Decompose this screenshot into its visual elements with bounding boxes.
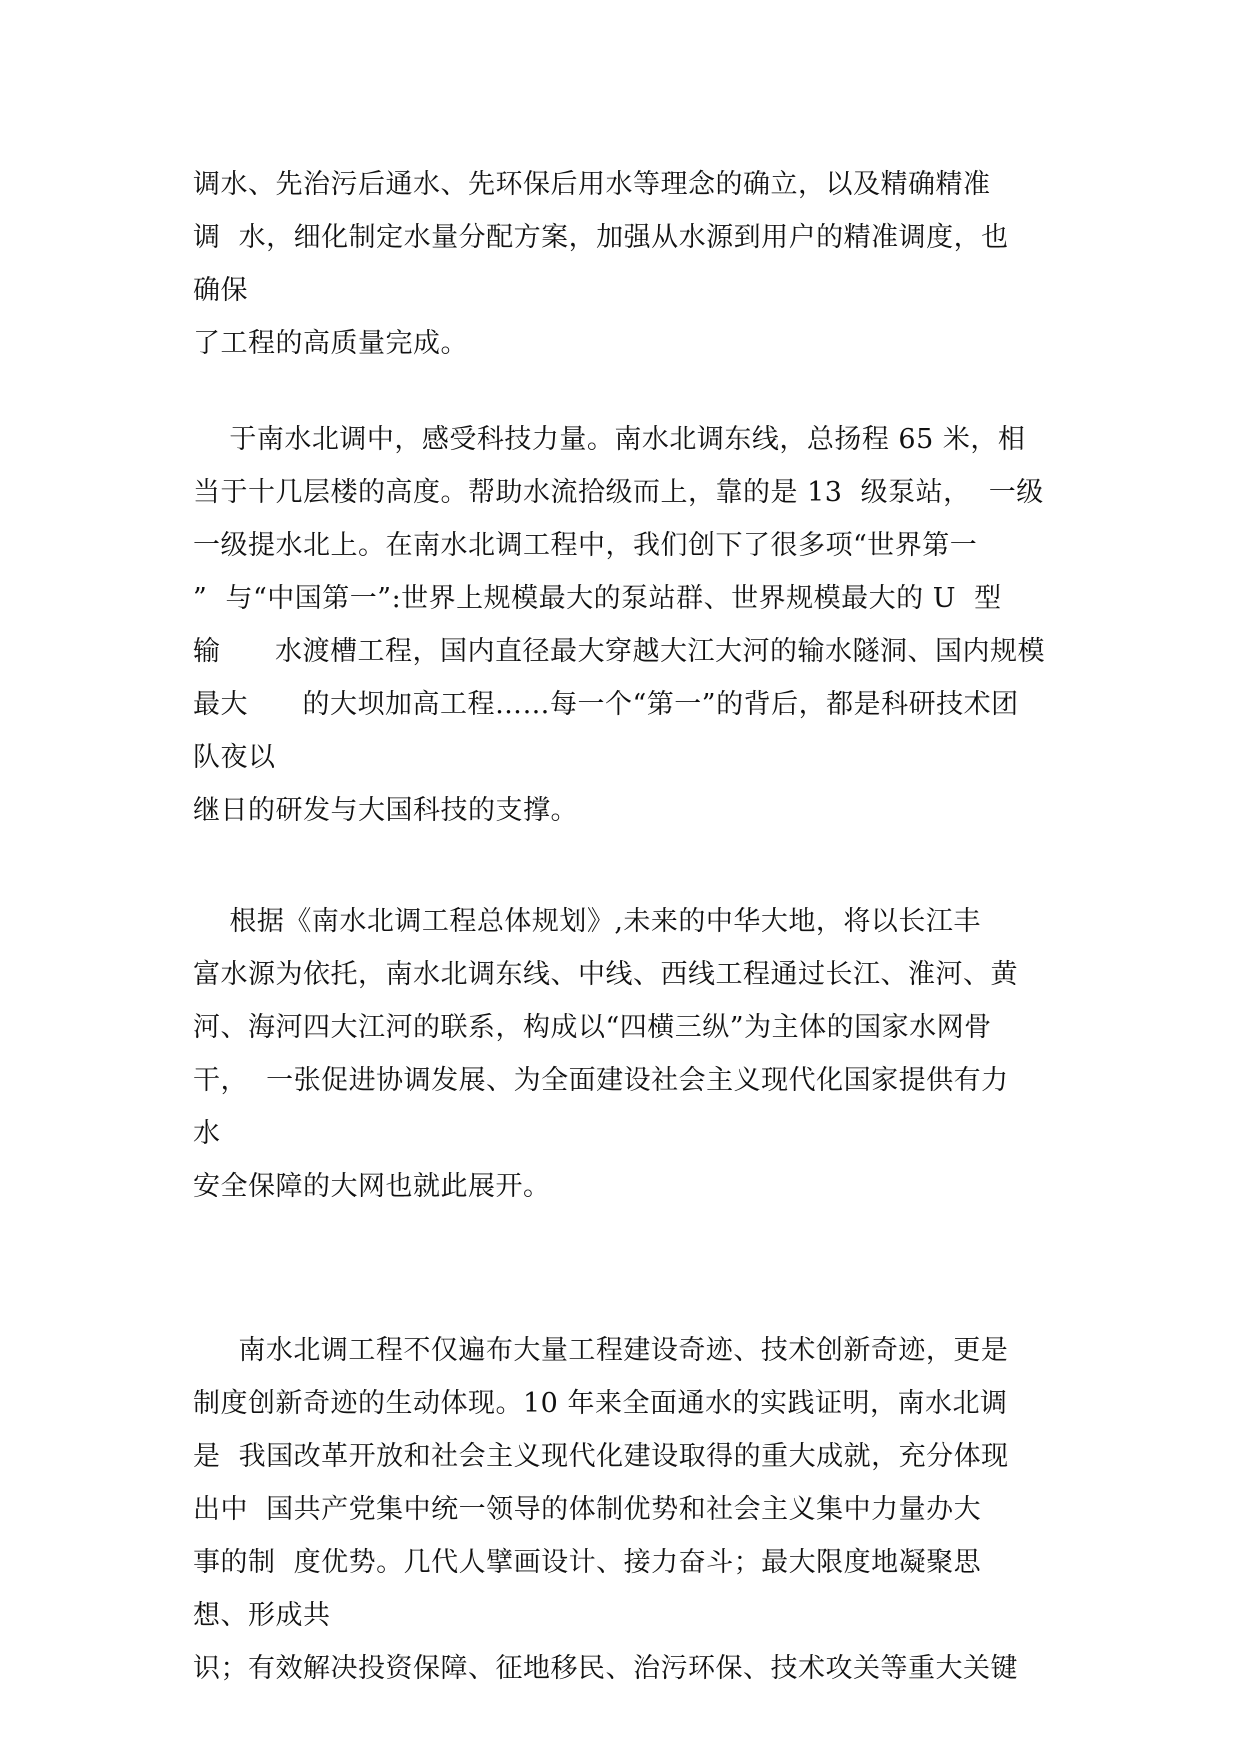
text-line: 最大 的大坝加高工程……每一个“第一”的背后，都是科研技术团 bbox=[193, 689, 1019, 720]
text-line: 是 我国改革开放和社会主义现代化建设取得的重大成就，充分体现 bbox=[193, 1441, 1009, 1472]
text-line: ” 与“中国第一”:世界上规模最大的泵站群、世界规模最大的 U 型 bbox=[193, 583, 1002, 614]
text-line: 了工程的高质量完成。 bbox=[193, 328, 468, 359]
paragraph-overall-plan bbox=[193, 895, 1083, 1213]
paragraph-institutional-innovation bbox=[193, 1324, 1083, 1695]
text-line: 制度创新奇迹的生动体现。10 年来全面通水的实践证明，南水北调 bbox=[193, 1388, 1008, 1419]
text-line: 当于十几层楼的高度。帮助水流拾级而上，靠的是 13 级泵站， 一级 bbox=[193, 477, 1044, 508]
text-line: 安全保障的大网也就此展开。 bbox=[193, 1171, 551, 1202]
text-line: 输 水渡槽工程，国内直径最大穿越大江大河的输水隧洞、国内规模 bbox=[193, 636, 1045, 667]
paragraph-technology-power bbox=[193, 413, 1083, 837]
paragraph-water-diversion-concepts bbox=[193, 158, 1083, 370]
text-line: 事的制 度优势。几代人擘画设计、接力奋斗；最大限度地凝聚思 bbox=[193, 1547, 982, 1578]
text-line: 南水北调工程不仅遍布大量工程建设奇迹、技术创新奇迹，更是 bbox=[193, 1335, 1009, 1366]
text-line: 调水、先治污后通水、先环保后用水等理念的确立，以及精确精准 bbox=[193, 169, 991, 200]
text-line: 一级提水北上。在南水北调工程中，我们创下了很多项“世界第一 bbox=[193, 530, 978, 561]
text-line: 干， 一张促进协调发展、为全面建设社会主义现代化国家提供有力 bbox=[193, 1065, 1009, 1096]
text-line: 富水源为依托，南水北调东线、中线、西线工程通过长江、淮河、黄 bbox=[193, 959, 1018, 990]
text-line: 队夜以 bbox=[193, 742, 276, 773]
text-line: 想、形成共 bbox=[193, 1600, 331, 1631]
text-line: 于南水北调中，感受科技力量。南水北调东线，总扬程 65 米，相 bbox=[193, 424, 1026, 455]
text-line: 根据《南水北调工程总体规划》,未来的中华大地，将以长江丰 bbox=[193, 906, 981, 937]
text-line: 识；有效解决投资保障、征地移民、治污环保、技术攻关等重大关键 bbox=[193, 1653, 1018, 1684]
text-line: 继日的研发与大国科技的支撑。 bbox=[193, 795, 578, 826]
text-line: 水 bbox=[193, 1118, 221, 1149]
text-line: 调 水，细化制定水量分配方案，加强从水源到用户的精准调度，也 bbox=[193, 222, 1009, 253]
text-line: 确保 bbox=[193, 275, 248, 306]
text-line: 河、海河四大江河的联系，构成以“四横三纵”为主体的国家水网骨 bbox=[193, 1012, 992, 1043]
text-line: 出中 国共产党集中统一领导的体制优势和社会主义集中力量办大 bbox=[193, 1494, 982, 1525]
